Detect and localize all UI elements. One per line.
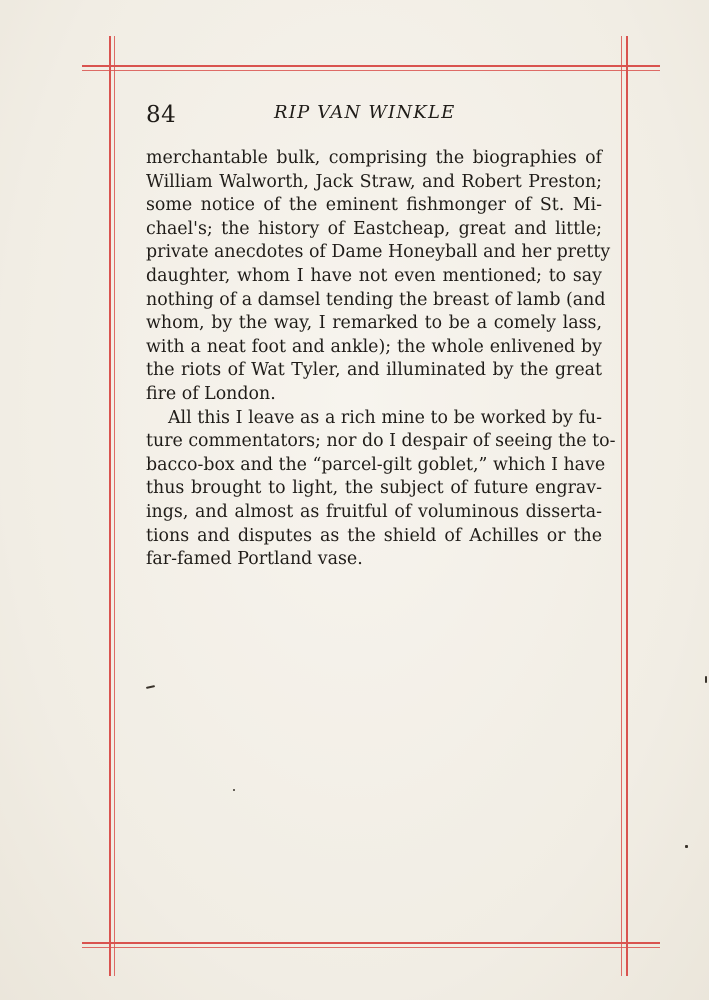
text-line: whom, by the way, I remarked to be a comely lass, bbox=[146, 313, 602, 334]
frame-rule-bottom bbox=[82, 942, 660, 944]
paragraph-1 bbox=[146, 147, 611, 407]
text-line: private anecdotes of Dame Honeyball and her pretty bbox=[146, 242, 611, 263]
text-line: far-famed Portland vase. bbox=[146, 549, 363, 570]
text-line: All this I leave as a rich mine to be worked by fu- bbox=[168, 407, 602, 428]
frame-rule-right-inner bbox=[621, 36, 622, 976]
text-line: with a neat foot and ankle); the whole enlivened by bbox=[146, 336, 602, 357]
text-line: thus brought to light, the subject of future engrav- bbox=[146, 478, 602, 499]
paper-speck bbox=[685, 845, 688, 848]
text-line: merchantable bulk, comprising the biographies of bbox=[146, 148, 602, 168]
text-line: daughter, whom I have not even mentioned; to say bbox=[146, 265, 602, 286]
frame-rule-bottom-inner bbox=[82, 947, 660, 948]
frame-rule-right bbox=[626, 36, 628, 976]
paper-speck bbox=[705, 676, 707, 683]
paper-speck bbox=[146, 685, 155, 689]
text-line: chael's; the history of Eastcheap, great and little; bbox=[146, 218, 602, 239]
frame-rule-top bbox=[82, 65, 660, 67]
text-line: nothing of a damsel tending the breast of lamb (and bbox=[146, 289, 606, 310]
running-title: RIP VAN WINKLE bbox=[274, 102, 456, 123]
paper-speck bbox=[233, 789, 235, 791]
text-line: tions and disputes as the shield of Achilles or the bbox=[146, 525, 602, 546]
text-line: bacco-box and the “parcel-gilt goblet,” which I have bbox=[146, 454, 606, 475]
page-header bbox=[146, 98, 600, 138]
frame-rule-left-inner bbox=[114, 36, 115, 976]
frame-rule-left bbox=[109, 36, 111, 976]
text-line: the riots of Wat Tyler, and illuminated by the great bbox=[146, 360, 602, 381]
frame-rule-top-inner bbox=[82, 70, 660, 71]
text-line: ture commentators; nor do I despair of seeing the to- bbox=[146, 431, 616, 452]
paragraph-2 bbox=[146, 407, 616, 572]
text-line: some notice of the eminent fishmonger of St. Mi- bbox=[146, 195, 602, 216]
text-line: William Walworth, Jack Straw, and Robert Preston; bbox=[146, 171, 602, 192]
page-number: 84 bbox=[146, 102, 177, 128]
body-text bbox=[146, 147, 616, 572]
text-line: ings, and almost as fruitful of voluminous disserta- bbox=[146, 501, 602, 522]
text-line: fire of London. bbox=[146, 383, 276, 404]
